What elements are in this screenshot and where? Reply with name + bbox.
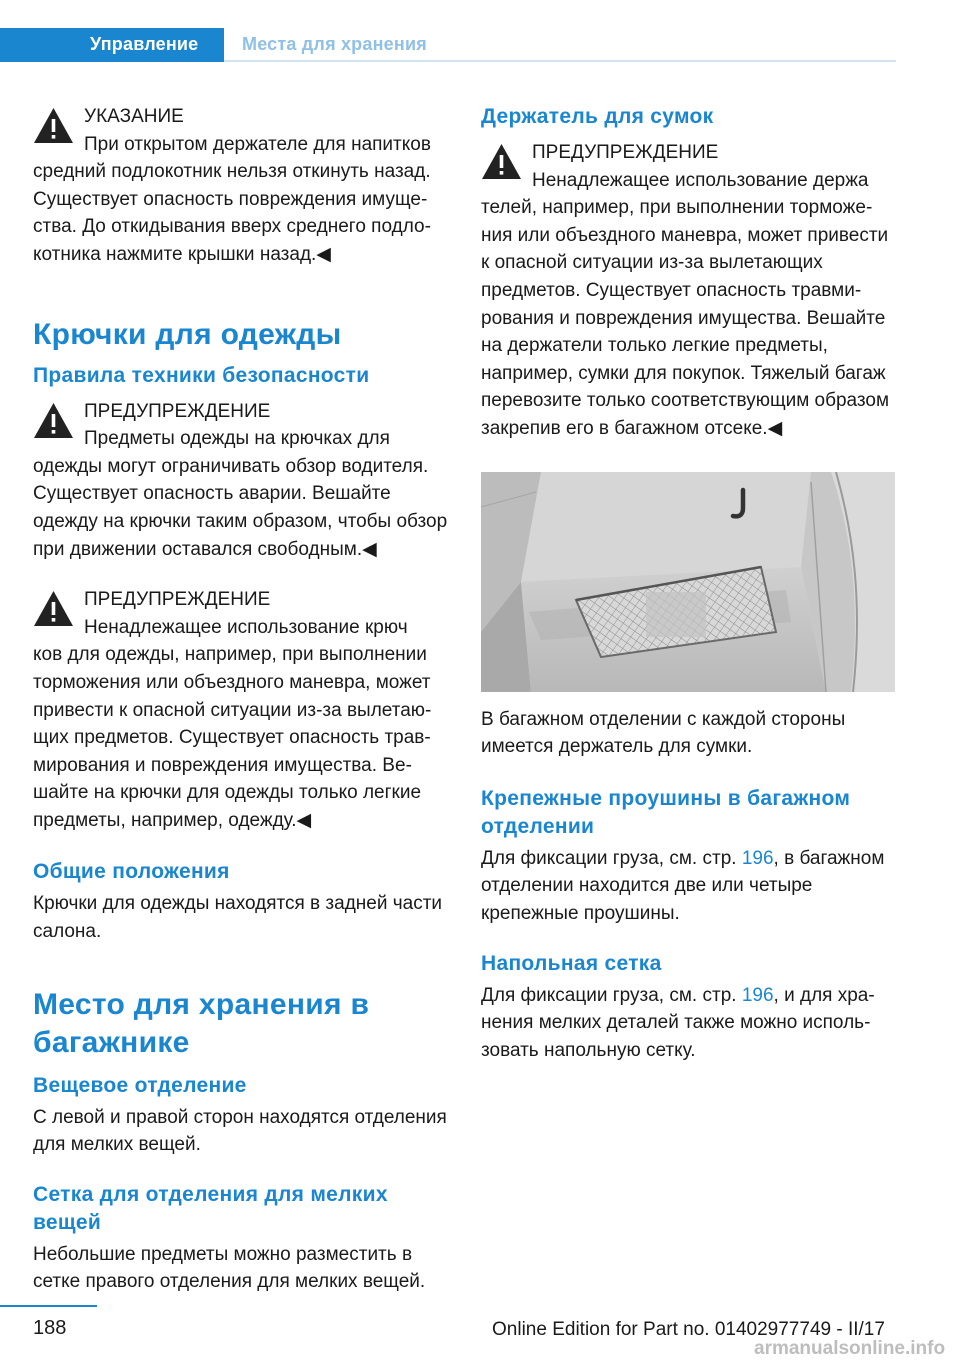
warning-text-rest: ков для одежды, например, при выполнении торможения или объездного маневра, может привести к опасной ситуации из-за вылетающих предметов. Существует опасность травмирования и повреждения имущества. Вешайте на крючки для одежды только легкие предметы, например, одежду.◀ [33, 644, 432, 831]
heading-compartment: Вещевое отделение [33, 1073, 247, 1097]
header-section-label: Управление [90, 34, 199, 54]
paragraph-bag-holder: В багажном отделении с каждой стороны имеется держатель для сумки. [481, 708, 846, 758]
footer-divider [0, 1305, 97, 1307]
page-link-196[interactable]: 196 [741, 847, 774, 869]
warning-title: ПРЕДУПРЕЖДЕНИЕ [84, 589, 271, 611]
paragraph-small-items-net: Небольшие предметы можно разместить в сетке правого отделения для мелких вещей. [33, 1243, 426, 1293]
warning-text-first: Предметы одежды на крючках для [84, 428, 390, 450]
paragraph-text: Для фиксации груза, см. стр. [481, 984, 742, 1006]
warning-title: ПРЕДУПРЕЖДЕНИЕ [532, 142, 719, 163]
header-section-tab [0, 28, 224, 62]
warning-text-first: Ненадлежащее использование крюч [84, 616, 408, 638]
paragraph-text: , в багажном отделении находится две или четыре крепежные проушины. [481, 847, 885, 924]
warning-text-first: Ненадлежащее использование держа [532, 169, 869, 191]
heading-floor-net: Напольная сетка [481, 951, 662, 975]
paragraph-compartment: С левой и правой сторон находятся отделения для мелких вещей. [33, 1106, 447, 1156]
warning-triangle-icon [33, 107, 74, 144]
left-column [33, 103, 451, 1296]
paragraph-general: Крючки для одежды находятся в задней части салона. [33, 893, 443, 943]
watermark: armanualsonline.info [754, 1338, 946, 1359]
notice-text-first: При открытом держателе для напитков [84, 133, 431, 155]
paragraph-text: , и для хранения мелких деталей также можно использовать напольную сетку. [481, 984, 875, 1061]
right-column [481, 103, 897, 1064]
paragraph-floor-net [481, 982, 897, 1065]
heading-trunk-storage: Место для хранения в багажнике [33, 987, 370, 1059]
warning-text-rest: одежды могут ограничивать обзор водителя. Существует опасность аварии. Вешайте одежду на крючки таким образом, чтобы обзор при движении оставался свободным.◀ [33, 455, 448, 560]
notice-title: УКАЗАНИЕ [84, 106, 184, 127]
trunk-bag-holder-photo [481, 472, 895, 692]
page-number: 188 [33, 1317, 67, 1339]
warning-text-rest: телей, например, при выполнении торможения или объездного маневра, может привести к опасной ситуации из-за вылетающих предметов. Существует опасность травмирования и повреждения имущества. Вешайте на держатели только легкие предметы, например, сумки для покупок. Тяжелый багаж перевозите только соответствующим образом закрепив его в багажном отсеке.◀ [481, 197, 890, 439]
page-link-196[interactable]: 196 [741, 984, 774, 1006]
trunk-photo-illustration [481, 472, 895, 692]
paragraph-lashing-eyes [481, 845, 897, 928]
warning-triangle-icon [33, 402, 74, 439]
edition-info: Online Edition for Part no. 01402977749 - II/17 [492, 1319, 885, 1340]
heading-bag-holder: Держатель для сумок [481, 105, 714, 128]
warning-bag-holder [481, 139, 897, 443]
heading-general: Общие положения [33, 860, 230, 884]
heading-lashing-eyes: Крепежные проушины в багажном отделении [481, 786, 851, 838]
warning-triangle-icon [481, 143, 522, 180]
warning-hooks-misuse [33, 586, 451, 834]
heading-clothes-hooks: Крючки для одежды [33, 317, 342, 351]
notice-cupholder [33, 103, 451, 269]
heading-safety-rules: Правила техники безопасности [33, 363, 370, 387]
header-subsection-label: Места для хранения [242, 34, 427, 54]
header-divider [224, 60, 896, 62]
warning-triangle-icon [33, 590, 74, 627]
paragraph-text: Для фиксации груза, см. стр. [481, 847, 742, 869]
heading-small-items-net: Сетка для отделения для мелких вещей [33, 1182, 388, 1234]
notice-text-rest: средний подлокотник нельзя откинуть назад. Существует опасность повреждения имущества. До откидывания вверх среднего подлокотника нажмите крышки назад.◀ [33, 161, 431, 265]
warning-title: ПРЕДУПРЕЖДЕНИЕ [84, 400, 271, 422]
warning-hooks-visibility [33, 398, 451, 564]
